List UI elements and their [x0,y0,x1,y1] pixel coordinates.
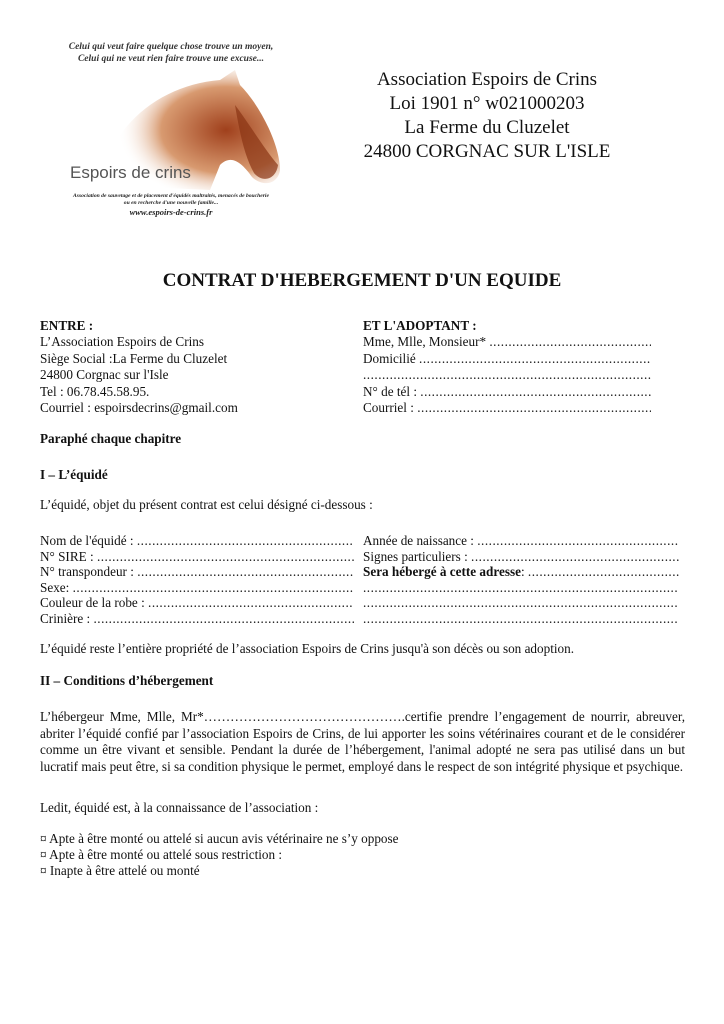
birth-year-field[interactable] [363,533,679,549]
field-label: Nom de l'équidé : [40,533,134,548]
field-label: Sexe: [40,579,70,595]
horse-name-field[interactable] [40,533,354,549]
field-label: N° SIRE : [40,548,94,564]
header-line: 24800 CORGNAC SUR L'ISLE [363,141,611,162]
ledit-statement: Ledit, équidé est, à la connaissance de l’association : [40,800,319,815]
adopter-address-field-2[interactable] [363,367,651,383]
checkbox-icon[interactable]: ¤ [40,831,47,846]
equine-fields-right [363,533,679,627]
field-label: Mme, Mlle, Monsieur* [363,334,487,350]
option-label: Inapte à être attelé ou monté [49,862,200,878]
logo-url: www.espoirs-de-crins.fr [129,207,213,217]
distinctive-marks-field[interactable] [363,549,679,565]
logo-quote-2: Celui qui ne veut rien faire trouve une excuse... [77,54,265,64]
option-label: Apte à être monté ou attelé sous restriction : [49,846,283,862]
logo-tagline-2: ou en recherche d'une nouvelle famille... [123,200,219,206]
field-label: N° de tél : [363,383,417,399]
association-header [330,68,644,164]
hosting-address-line-3[interactable] [363,595,679,611]
mane-field[interactable] [40,611,354,627]
logo-quote-1: Celui qui veut faire quelque chose trouve un moyen, [68,42,274,52]
party-adopter [363,318,651,416]
para-start: L’hébergeur Mme, Mlle, Mr* [40,709,204,724]
hosting-address-field[interactable] [363,564,679,580]
field-label: Sera hébergé à cette adresse [363,564,521,580]
association-logo [40,33,302,243]
checkbox-icon[interactable]: ¤ [40,862,47,878]
field-label: Domicilié [363,350,416,366]
party-association [40,318,350,416]
aptitude-option[interactable] [40,831,399,847]
party-heading: ET L'ADOPTANT : [363,318,477,333]
party-line: L’Association Espoirs de Crins [40,334,204,350]
header-line: Association Espoirs de Crins [376,69,598,90]
party-line: 24800 Corgnac sur l'Isle [40,367,169,383]
field-label: Couleur de la robe : [40,595,145,611]
adopter-phone-field[interactable] [363,384,651,400]
logo-name: Espoirs de crins [70,163,191,182]
field-label: Crinière : [40,610,91,626]
party-line: Tel : 06.78.45.58.95. [40,383,150,399]
party-line: Courriel : espoirsdecrins@gmail.com [40,400,238,416]
aptitude-options [40,831,399,878]
hosting-conditions-paragraph [40,709,685,775]
aptitude-option[interactable] [40,863,399,879]
sex-field[interactable] [40,580,354,596]
field-label: Année de naissance : [363,533,474,548]
transponder-field[interactable] [40,564,354,580]
header-line: Loi 1901 n° w021000203 [389,93,585,114]
page-title: CONTRAT D'HEBERGEMENT D'UN EQUIDE [162,270,562,291]
field-colon: : [520,564,525,580]
hosting-address-line-4[interactable] [363,611,679,627]
adopter-name-field[interactable] [363,334,651,350]
hosting-address-line-2[interactable] [363,580,679,596]
section-1-intro: L’équidé, objet du présent contrat est celui désigné ci-dessous : [40,497,373,512]
checkbox-icon[interactable]: ¤ [40,846,47,862]
field-label: Courriel : [363,400,414,416]
host-name-blank[interactable]: ……………………………………… [203,709,402,724]
header-line: La Ferme du Cluzelet [404,117,570,138]
ownership-statement: L’équidé reste l’entière propriété de l’association Espoirs de Crins jusqu'à son décès ou son adoption. [40,641,575,656]
field-label: Signes particuliers : [363,548,468,564]
field-label: N° transpondeur : [40,564,134,580]
section-2-heading: II – Conditions d’hébergement [40,673,214,688]
coat-color-field[interactable] [40,595,354,611]
section-1-heading: I – L’équidé [40,467,108,482]
sire-number-field[interactable] [40,549,354,565]
party-line: Siège Social :La Ferme du Cluzelet [40,350,228,366]
logo-tagline-1: Association de sauvetage et de placement d'équidés maltraités, menacés de boucherie [73,193,269,199]
option-label: Apte à être monté ou attelé si aucun avis vétérinaire ne s’y oppose [49,831,399,846]
para-rest: .certifie prendre l’engagement de nourrir, abreuver, abriter l’équidé confié par l’association Espoirs de Crins, de lui apporter les soins vétérinaires courant et de le considérer comme un être vivant et sensible. Pendant la durée de l’hébergement, l'animal adopté ne sera pas utilisé dans un but lucratif mais peut être, si sa condition physique le permet, employé dans le respect de son intégrité physique et psychique. [40,709,685,774]
party-heading: ENTRE : [40,318,94,333]
paraphe-note: Paraphé chaque chapitre [40,431,182,446]
equine-fields-left [40,533,354,627]
aptitude-option[interactable] [40,847,399,863]
adopter-address-field[interactable] [363,351,651,367]
adopter-email-field[interactable] [363,400,651,416]
